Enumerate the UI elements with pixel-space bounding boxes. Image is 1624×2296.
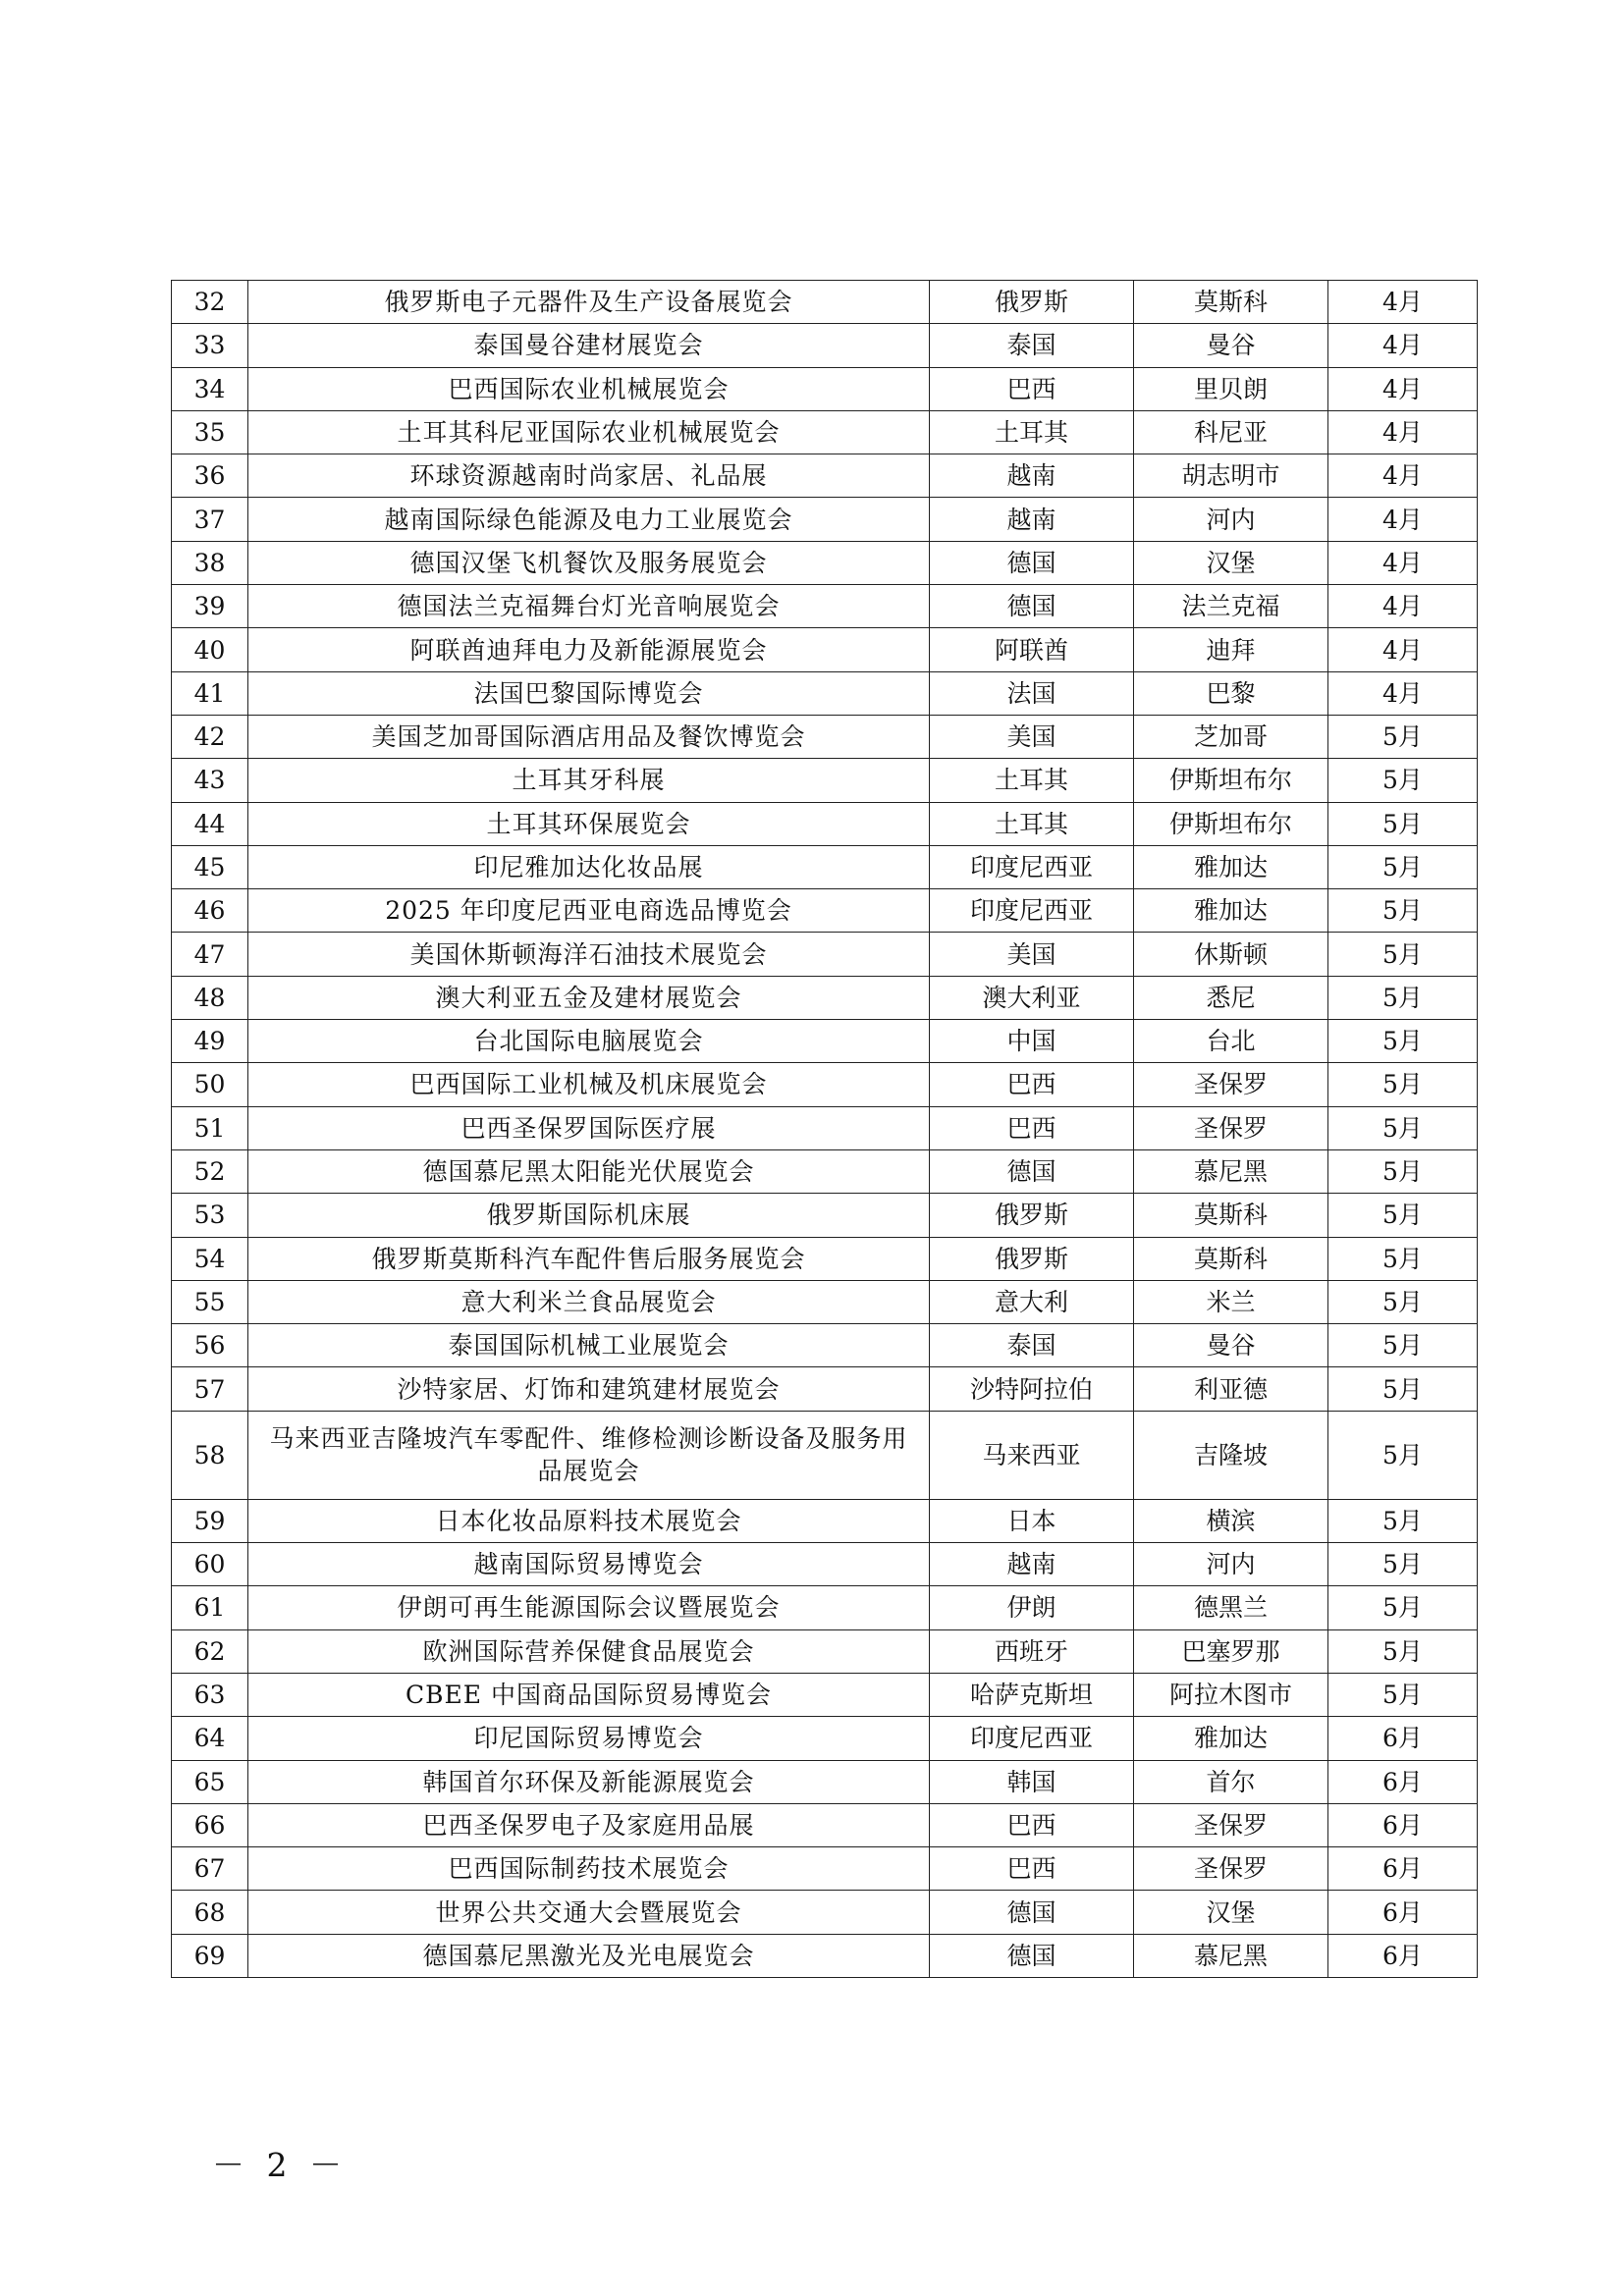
city-cell: 雅加达	[1134, 889, 1328, 933]
month-cell: 5月	[1328, 933, 1478, 976]
city-cell: 吉隆坡	[1134, 1411, 1328, 1499]
country-cell: 印度尼西亚	[930, 889, 1134, 933]
table-row	[172, 1324, 1478, 1367]
country-cell: 马来西亚	[930, 1411, 1134, 1499]
table-row	[172, 802, 1478, 845]
city-cell: 莫斯科	[1134, 1237, 1328, 1280]
table-row	[172, 1586, 1478, 1629]
table-row	[172, 759, 1478, 802]
country-cell: 德国	[930, 585, 1134, 628]
city-cell: 里贝朗	[1134, 367, 1328, 410]
country-cell: 巴西	[930, 1106, 1134, 1149]
country-cell: 巴西	[930, 1803, 1134, 1846]
month-cell: 5月	[1328, 1673, 1478, 1716]
table-row	[172, 1847, 1478, 1891]
table-row	[172, 541, 1478, 584]
row-number-cell: 58	[172, 1411, 248, 1499]
table-row	[172, 1673, 1478, 1716]
row-number-cell: 50	[172, 1063, 248, 1106]
city-cell: 休斯顿	[1134, 933, 1328, 976]
exhibition-name-cell: 德国汉堡飞机餐饮及服务展览会	[248, 541, 930, 584]
exhibition-name-cell: 意大利米兰食品展览会	[248, 1280, 930, 1323]
month-cell: 5月	[1328, 1149, 1478, 1193]
exhibition-name-cell: 环球资源越南时尚家居、礼品展	[248, 454, 930, 498]
month-cell: 5月	[1328, 715, 1478, 758]
row-number-cell: 61	[172, 1586, 248, 1629]
city-cell: 河内	[1134, 1543, 1328, 1586]
table-row	[172, 1367, 1478, 1411]
exhibition-name-cell: 俄罗斯电子元器件及生产设备展览会	[248, 281, 930, 324]
month-cell: 5月	[1328, 976, 1478, 1019]
city-cell: 莫斯科	[1134, 281, 1328, 324]
country-cell: 泰国	[930, 324, 1134, 367]
city-cell: 利亚德	[1134, 1367, 1328, 1411]
table-row	[172, 1629, 1478, 1673]
table-row	[172, 1063, 1478, 1106]
city-cell: 胡志明市	[1134, 454, 1328, 498]
month-cell: 5月	[1328, 759, 1478, 802]
country-cell: 美国	[930, 933, 1134, 976]
country-cell: 土耳其	[930, 759, 1134, 802]
row-number-cell: 67	[172, 1847, 248, 1891]
row-number-cell: 63	[172, 1673, 248, 1716]
exhibition-name-cell: 巴西圣保罗电子及家庭用品展	[248, 1803, 930, 1846]
country-cell: 泰国	[930, 1324, 1134, 1367]
month-cell: 5月	[1328, 1063, 1478, 1106]
table-row	[172, 671, 1478, 715]
exhibition-name-cell: 日本化妆品原料技术展览会	[248, 1499, 930, 1542]
row-number-cell: 44	[172, 802, 248, 845]
table-row	[172, 281, 1478, 324]
row-number-cell: 47	[172, 933, 248, 976]
table-row	[172, 889, 1478, 933]
table-row	[172, 1194, 1478, 1237]
country-cell: 印度尼西亚	[930, 845, 1134, 888]
city-cell: 汉堡	[1134, 541, 1328, 584]
month-cell: 6月	[1328, 1847, 1478, 1891]
exhibition-name-cell: 巴西国际工业机械及机床展览会	[248, 1063, 930, 1106]
country-cell: 意大利	[930, 1280, 1134, 1323]
table-row	[172, 1411, 1478, 1499]
table-row	[172, 845, 1478, 888]
table-row	[172, 976, 1478, 1019]
country-cell: 伊朗	[930, 1586, 1134, 1629]
country-cell: 日本	[930, 1499, 1134, 1542]
table-row	[172, 1237, 1478, 1280]
month-cell: 4月	[1328, 498, 1478, 541]
country-cell: 韩国	[930, 1760, 1134, 1803]
row-number-cell: 55	[172, 1280, 248, 1323]
table-row	[172, 1543, 1478, 1586]
month-cell: 4月	[1328, 281, 1478, 324]
city-cell: 圣保罗	[1134, 1106, 1328, 1149]
table-row	[172, 628, 1478, 671]
row-number-cell: 43	[172, 759, 248, 802]
city-cell: 巴黎	[1134, 671, 1328, 715]
row-number-cell: 64	[172, 1717, 248, 1760]
exhibition-name-cell: 2025 年印度尼西亚电商选品博览会	[248, 889, 930, 933]
city-cell: 圣保罗	[1134, 1803, 1328, 1846]
country-cell: 土耳其	[930, 410, 1134, 454]
city-cell: 雅加达	[1134, 1717, 1328, 1760]
country-cell: 土耳其	[930, 802, 1134, 845]
month-cell: 5月	[1328, 1020, 1478, 1063]
city-cell: 台北	[1134, 1020, 1328, 1063]
city-cell: 曼谷	[1134, 1324, 1328, 1367]
month-cell: 4月	[1328, 585, 1478, 628]
city-cell: 首尔	[1134, 1760, 1328, 1803]
exhibition-name-cell: 澳大利亚五金及建材展览会	[248, 976, 930, 1019]
country-cell: 巴西	[930, 367, 1134, 410]
country-cell: 中国	[930, 1020, 1134, 1063]
row-number-cell: 65	[172, 1760, 248, 1803]
city-cell: 河内	[1134, 498, 1328, 541]
country-cell: 德国	[930, 1891, 1134, 1934]
row-number-cell: 41	[172, 671, 248, 715]
table-row	[172, 454, 1478, 498]
row-number-cell: 62	[172, 1629, 248, 1673]
exhibition-name-cell: 印尼雅加达化妆品展	[248, 845, 930, 888]
country-cell: 巴西	[930, 1847, 1134, 1891]
country-cell: 德国	[930, 541, 1134, 584]
month-cell: 6月	[1328, 1717, 1478, 1760]
exhibition-name-cell: 巴西国际农业机械展览会	[248, 367, 930, 410]
country-cell: 俄罗斯	[930, 281, 1134, 324]
exhibition-name-cell: 世界公共交通大会暨展览会	[248, 1891, 930, 1934]
table-row	[172, 1891, 1478, 1934]
country-cell: 俄罗斯	[930, 1237, 1134, 1280]
row-number-cell: 53	[172, 1194, 248, 1237]
month-cell: 5月	[1328, 1586, 1478, 1629]
exhibition-name-cell: 越南国际绿色能源及电力工业展览会	[248, 498, 930, 541]
month-cell: 4月	[1328, 671, 1478, 715]
row-number-cell: 52	[172, 1149, 248, 1193]
country-cell: 越南	[930, 498, 1134, 541]
row-number-cell: 34	[172, 367, 248, 410]
city-cell: 迪拜	[1134, 628, 1328, 671]
exhibition-name-cell: 阿联酋迪拜电力及新能源展览会	[248, 628, 930, 671]
country-cell: 印度尼西亚	[930, 1717, 1134, 1760]
row-number-cell: 42	[172, 715, 248, 758]
month-cell: 5月	[1328, 1324, 1478, 1367]
month-cell: 4月	[1328, 410, 1478, 454]
country-cell: 巴西	[930, 1063, 1134, 1106]
month-cell: 6月	[1328, 1760, 1478, 1803]
city-cell: 伊斯坦布尔	[1134, 802, 1328, 845]
month-cell: 5月	[1328, 889, 1478, 933]
exhibition-name-cell: 马来西亚吉隆坡汽车零配件、维修检测诊断设备及服务用品展览会	[248, 1411, 930, 1499]
row-number-cell: 35	[172, 410, 248, 454]
city-cell: 巴塞罗那	[1134, 1629, 1328, 1673]
exhibition-name-cell: 法国巴黎国际博览会	[248, 671, 930, 715]
month-cell: 5月	[1328, 1411, 1478, 1499]
table-row	[172, 1803, 1478, 1846]
row-number-cell: 37	[172, 498, 248, 541]
month-cell: 4月	[1328, 324, 1478, 367]
row-number-cell: 66	[172, 1803, 248, 1846]
row-number-cell: 48	[172, 976, 248, 1019]
table-row	[172, 715, 1478, 758]
row-number-cell: 60	[172, 1543, 248, 1586]
table-row	[172, 1760, 1478, 1803]
row-number-cell: 38	[172, 541, 248, 584]
month-cell: 5月	[1328, 1237, 1478, 1280]
country-cell: 法国	[930, 671, 1134, 715]
table-row	[172, 410, 1478, 454]
month-cell: 5月	[1328, 1499, 1478, 1542]
month-cell: 5月	[1328, 1543, 1478, 1586]
exhibition-name-cell: 印尼国际贸易博览会	[248, 1717, 930, 1760]
city-cell: 法兰克福	[1134, 585, 1328, 628]
city-cell: 汉堡	[1134, 1891, 1328, 1934]
country-cell: 越南	[930, 454, 1134, 498]
city-cell: 芝加哥	[1134, 715, 1328, 758]
table-row	[172, 1020, 1478, 1063]
exhibition-name-cell: 德国慕尼黑激光及光电展览会	[248, 1934, 930, 1977]
row-number-cell: 32	[172, 281, 248, 324]
exhibition-name-cell: 俄罗斯国际机床展	[248, 1194, 930, 1237]
city-cell: 雅加达	[1134, 845, 1328, 888]
row-number-cell: 33	[172, 324, 248, 367]
exhibition-name-cell: CBEE 中国商品国际贸易博览会	[248, 1673, 930, 1716]
table-row	[172, 585, 1478, 628]
table-row	[172, 498, 1478, 541]
city-cell: 米兰	[1134, 1280, 1328, 1323]
month-cell: 5月	[1328, 1106, 1478, 1149]
city-cell: 莫斯科	[1134, 1194, 1328, 1237]
exhibition-name-cell: 美国休斯顿海洋石油技术展览会	[248, 933, 930, 976]
page-number: － 2 －	[212, 2146, 348, 2184]
month-cell: 5月	[1328, 1367, 1478, 1411]
exhibition-name-cell: 土耳其科尼亚国际农业机械展览会	[248, 410, 930, 454]
month-cell: 4月	[1328, 454, 1478, 498]
month-cell: 4月	[1328, 367, 1478, 410]
country-cell: 越南	[930, 1543, 1134, 1586]
exhibition-name-cell: 泰国曼谷建材展览会	[248, 324, 930, 367]
exhibition-name-cell: 沙特家居、灯饰和建筑建材展览会	[248, 1367, 930, 1411]
city-cell: 德黑兰	[1134, 1586, 1328, 1629]
row-number-cell: 51	[172, 1106, 248, 1149]
city-cell: 圣保罗	[1134, 1063, 1328, 1106]
exhibition-name-cell: 德国慕尼黑太阳能光伏展览会	[248, 1149, 930, 1193]
country-cell: 阿联酋	[930, 628, 1134, 671]
exhibition-name-cell: 越南国际贸易博览会	[248, 1543, 930, 1586]
country-cell: 美国	[930, 715, 1134, 758]
month-cell: 6月	[1328, 1934, 1478, 1977]
city-cell: 悉尼	[1134, 976, 1328, 1019]
city-cell: 慕尼黑	[1134, 1934, 1328, 1977]
city-cell: 慕尼黑	[1134, 1149, 1328, 1193]
city-cell: 科尼亚	[1134, 410, 1328, 454]
month-cell: 4月	[1328, 628, 1478, 671]
city-cell: 圣保罗	[1134, 1847, 1328, 1891]
row-number-cell: 36	[172, 454, 248, 498]
table-row	[172, 1106, 1478, 1149]
exhibition-name-cell: 德国法兰克福舞台灯光音响展览会	[248, 585, 930, 628]
month-cell: 6月	[1328, 1803, 1478, 1846]
month-cell: 5月	[1328, 1629, 1478, 1673]
city-cell: 曼谷	[1134, 324, 1328, 367]
month-cell: 6月	[1328, 1891, 1478, 1934]
city-cell: 横滨	[1134, 1499, 1328, 1542]
exhibition-name-cell: 美国芝加哥国际酒店用品及餐饮博览会	[248, 715, 930, 758]
row-number-cell: 49	[172, 1020, 248, 1063]
month-cell: 5月	[1328, 1194, 1478, 1237]
table-row	[172, 1934, 1478, 1977]
country-cell: 哈萨克斯坦	[930, 1673, 1134, 1716]
country-cell: 澳大利亚	[930, 976, 1134, 1019]
city-cell: 阿拉木图市	[1134, 1673, 1328, 1716]
exhibition-name-cell: 土耳其牙科展	[248, 759, 930, 802]
country-cell: 德国	[930, 1149, 1134, 1193]
row-number-cell: 39	[172, 585, 248, 628]
table-row	[172, 933, 1478, 976]
row-number-cell: 54	[172, 1237, 248, 1280]
country-cell: 德国	[930, 1934, 1134, 1977]
row-number-cell: 45	[172, 845, 248, 888]
exhibition-name-cell: 伊朗可再生能源国际会议暨展览会	[248, 1586, 930, 1629]
month-cell: 5月	[1328, 802, 1478, 845]
exhibition-table-body	[172, 281, 1478, 1978]
row-number-cell: 46	[172, 889, 248, 933]
row-number-cell: 57	[172, 1367, 248, 1411]
row-number-cell: 69	[172, 1934, 248, 1977]
exhibition-name-cell: 台北国际电脑展览会	[248, 1020, 930, 1063]
month-cell: 5月	[1328, 845, 1478, 888]
country-cell: 沙特阿拉伯	[930, 1367, 1134, 1411]
exhibition-name-cell: 俄罗斯莫斯科汽车配件售后服务展览会	[248, 1237, 930, 1280]
exhibition-table	[171, 280, 1478, 1978]
city-cell: 伊斯坦布尔	[1134, 759, 1328, 802]
table-row	[172, 1499, 1478, 1542]
row-number-cell: 56	[172, 1324, 248, 1367]
exhibition-name-cell: 巴西圣保罗国际医疗展	[248, 1106, 930, 1149]
table-row	[172, 1149, 1478, 1193]
table-row	[172, 324, 1478, 367]
table-row	[172, 1280, 1478, 1323]
country-cell: 西班牙	[930, 1629, 1134, 1673]
exhibition-name-cell: 泰国国际机械工业展览会	[248, 1324, 930, 1367]
exhibition-name-cell: 欧洲国际营养保健食品展览会	[248, 1629, 930, 1673]
exhibition-name-cell: 土耳其环保展览会	[248, 802, 930, 845]
table-row	[172, 367, 1478, 410]
row-number-cell: 40	[172, 628, 248, 671]
table-row	[172, 1717, 1478, 1760]
month-cell: 5月	[1328, 1280, 1478, 1323]
exhibition-name-cell: 韩国首尔环保及新能源展览会	[248, 1760, 930, 1803]
row-number-cell: 59	[172, 1499, 248, 1542]
exhibition-name-cell: 巴西国际制药技术展览会	[248, 1847, 930, 1891]
row-number-cell: 68	[172, 1891, 248, 1934]
country-cell: 俄罗斯	[930, 1194, 1134, 1237]
month-cell: 4月	[1328, 541, 1478, 584]
